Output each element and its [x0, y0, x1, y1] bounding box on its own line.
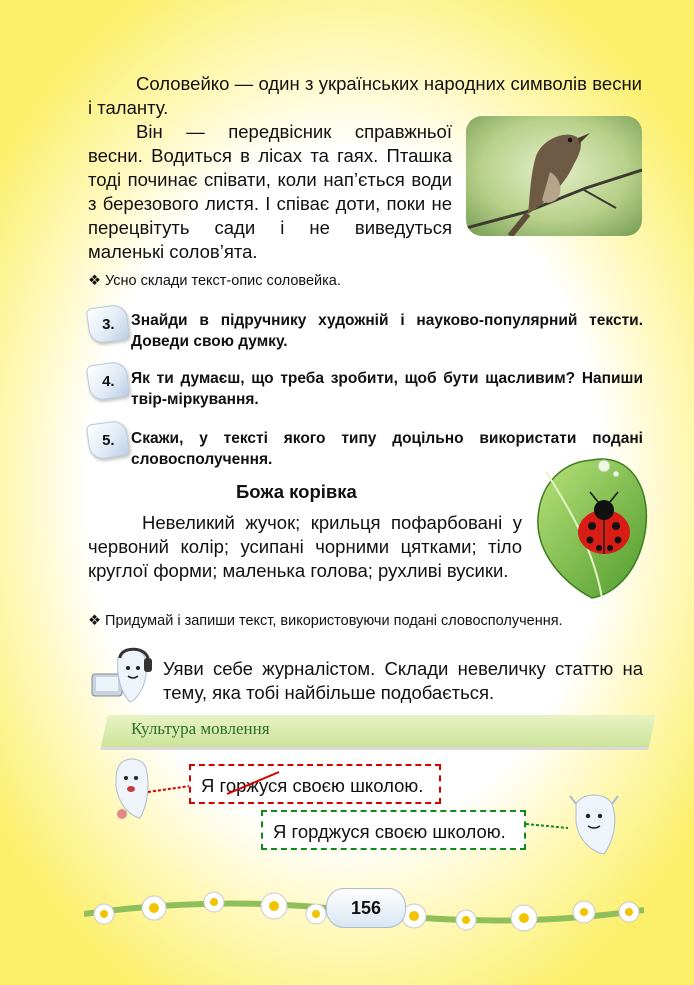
strikethrough-mark — [225, 768, 281, 798]
connector-left — [148, 784, 190, 798]
correct-phrase-box — [261, 810, 526, 850]
intro-paragraph-1: Соловейко — один з українських народних символів весни і таланту. — [88, 73, 642, 118]
journalist-text: Уяви себе журналістом. Склади невеличку статтю на тему, яка тобі найбільше подобається. — [163, 658, 643, 703]
connector-right — [526, 818, 568, 832]
task-5-badge: 5. — [86, 419, 131, 460]
mascot-right-icon — [566, 790, 622, 856]
ladybug-paragraph: Невеликий жучок; крильця пофарбовані у червоний колір; усипані чорними цятками; тіло круглої форми; маленька голова; рухливі вусики. — [88, 512, 522, 581]
headphones-mascot-icon — [90, 644, 156, 706]
ladybug-title: Божа корівка — [236, 481, 357, 502]
nightingale-photo — [466, 116, 642, 236]
intro-paragraph-2: Він — передвісник справжньої весни. Водиться в лісах та гаях. Пташка тоді починає співати, коли нап’ється води з березового листя. І співає доти, поки не перецвітуть сади і не виведуться маленькі солов’ята. — [88, 121, 452, 262]
correct-phrase: Я горджуся своєю школою. — [273, 821, 506, 842]
task-3-badge: 3. — [86, 303, 131, 344]
task-5-text: Скажи, у тексті якого типу доцільно використати подані словосполучення. — [131, 430, 643, 468]
task-4-badge: 4. — [86, 360, 131, 401]
culture-heading: Культура мовлення — [131, 719, 270, 738]
ladybug-leaf-illustration — [532, 452, 652, 602]
wrong-phrase: Я горжуся своєю школою. — [201, 775, 424, 796]
page-number: 156 — [326, 888, 406, 928]
task-4-text: Як ти думаєш, що треба зробити, щоб бути щасливим? Напиши твір-міркування. — [131, 370, 643, 408]
intro-bullet: ❖ Усно склади текст-опис соловейка. — [88, 273, 341, 289]
task-3-text: Знайди в підручнику художній і науково-популярний тексти. Доведи свою думку. — [131, 312, 643, 350]
ladybug-bullet: ❖ Придумай і запиши текст, використовуючи подані словосполучення. — [88, 613, 563, 629]
